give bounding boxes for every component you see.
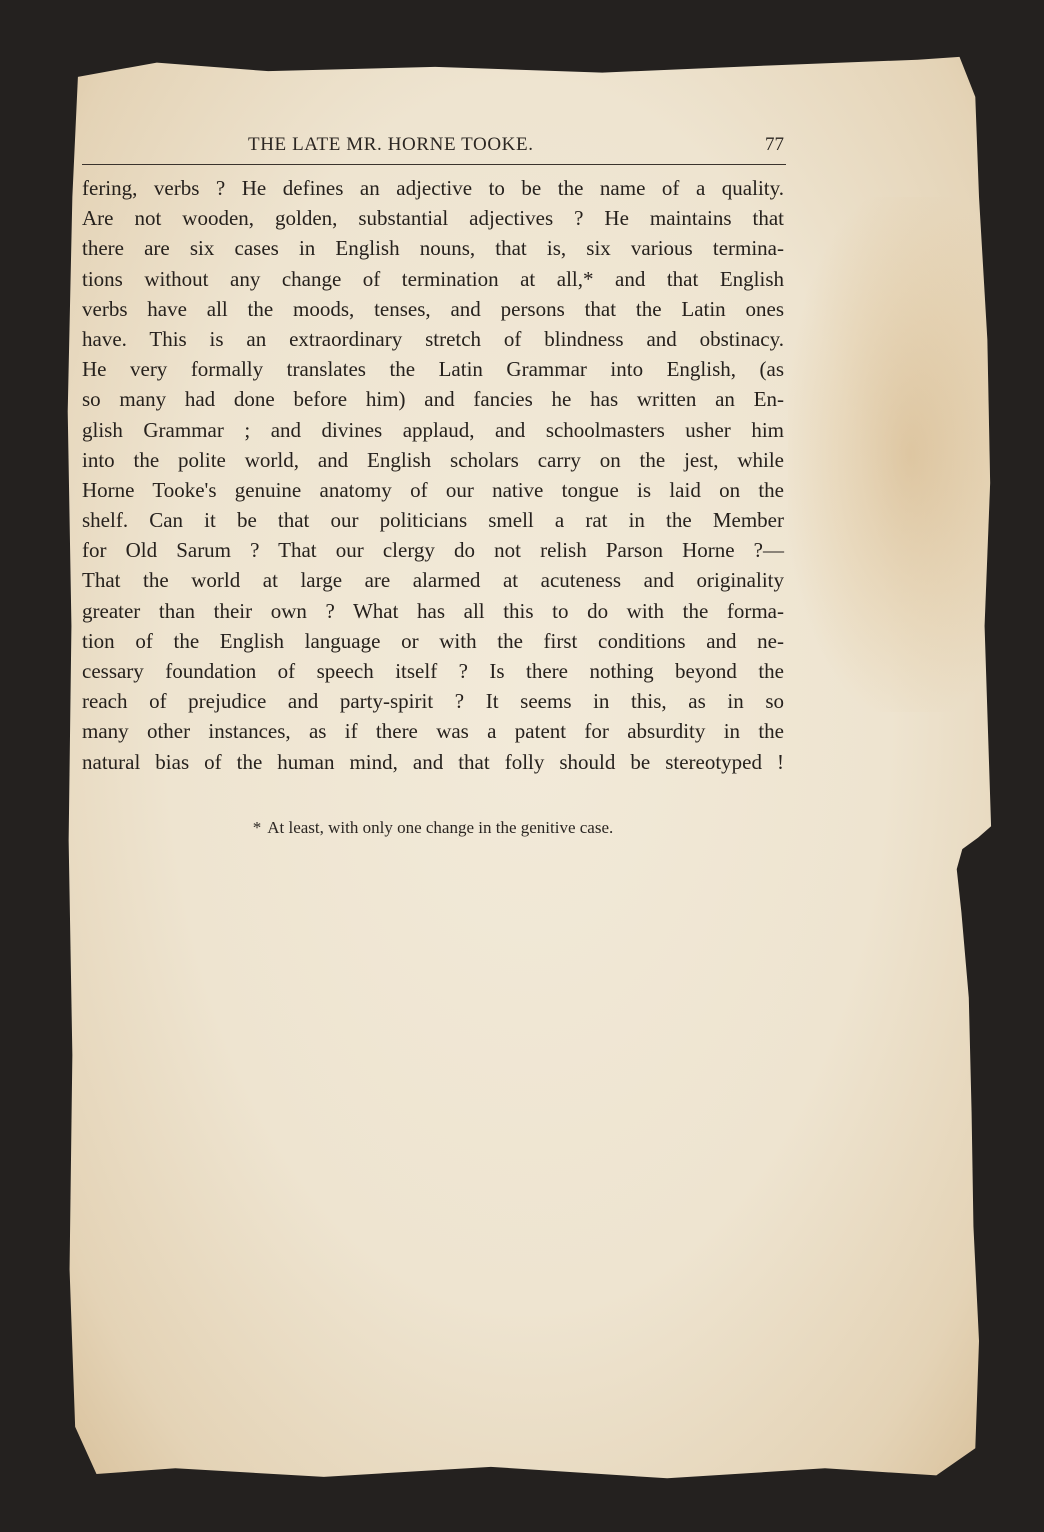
text-line: cessary foundation of speech itself ? Is there nothing beyond the xyxy=(82,659,784,683)
text-line: glish Grammar ; and divines applaud, and schoolmasters usher him xyxy=(82,417,784,442)
page-title: THE LATE MR. HORNE TOOKE. xyxy=(248,134,534,155)
body-paragraph xyxy=(82,173,784,777)
text-line: many other instances, as if there was a patent for absurdity in the xyxy=(82,719,784,744)
text-line: tions without any change of termination at all,* and that English xyxy=(82,266,784,291)
text-line: for Old Sarum ? That our clergy do not relish Parson Horne ?— xyxy=(82,538,784,563)
text-line: greater than their own ? What has all this to do with the forma- xyxy=(82,598,784,623)
text-line: natural bias of the human mind, and that folly should be stereotyped ! xyxy=(82,749,784,774)
text-line: into the polite world, and English scholars carry on the jest, while xyxy=(82,447,784,472)
text-line: there are six cases in English nouns, that is, six various termina- xyxy=(82,236,784,261)
text-line: tion of the English language or with the first conditions and ne- xyxy=(82,628,784,653)
text-line: Horne Tooke's genuine anatomy of our native tongue is laid on the xyxy=(82,477,784,502)
text-line: Are not wooden, golden, substantial adjectives ? He maintains that xyxy=(82,206,784,231)
footnote xyxy=(82,818,784,838)
footnote-marker: * xyxy=(252,818,262,837)
text-line: so many had done before him) and fancies he has written an En- xyxy=(82,387,784,412)
text-line: have. This is an extraordinary stretch of blindness and obstinacy. xyxy=(82,326,784,351)
text-line: He very formally translates the Latin Grammar into English, (as xyxy=(82,357,784,382)
text-line: reach of prejudice and party-spirit ? It seems in this, as in so xyxy=(82,689,784,714)
text-line: verbs have all the moods, tenses, and persons that the Latin ones xyxy=(82,296,784,321)
header-rule xyxy=(82,164,786,165)
text-line: shelf. Can it be that our politicians smell a rat in the Member xyxy=(82,508,784,533)
page-number: 77 xyxy=(765,134,784,155)
text-line: fering, verbs ? He defines an adjective to be the name of a quality. xyxy=(82,176,784,200)
footnote-text: At least, with only one change in the genitive case. xyxy=(267,818,614,837)
running-head xyxy=(82,134,784,168)
text-line: That the world at large are alarmed at acuteness and originality xyxy=(82,568,784,593)
